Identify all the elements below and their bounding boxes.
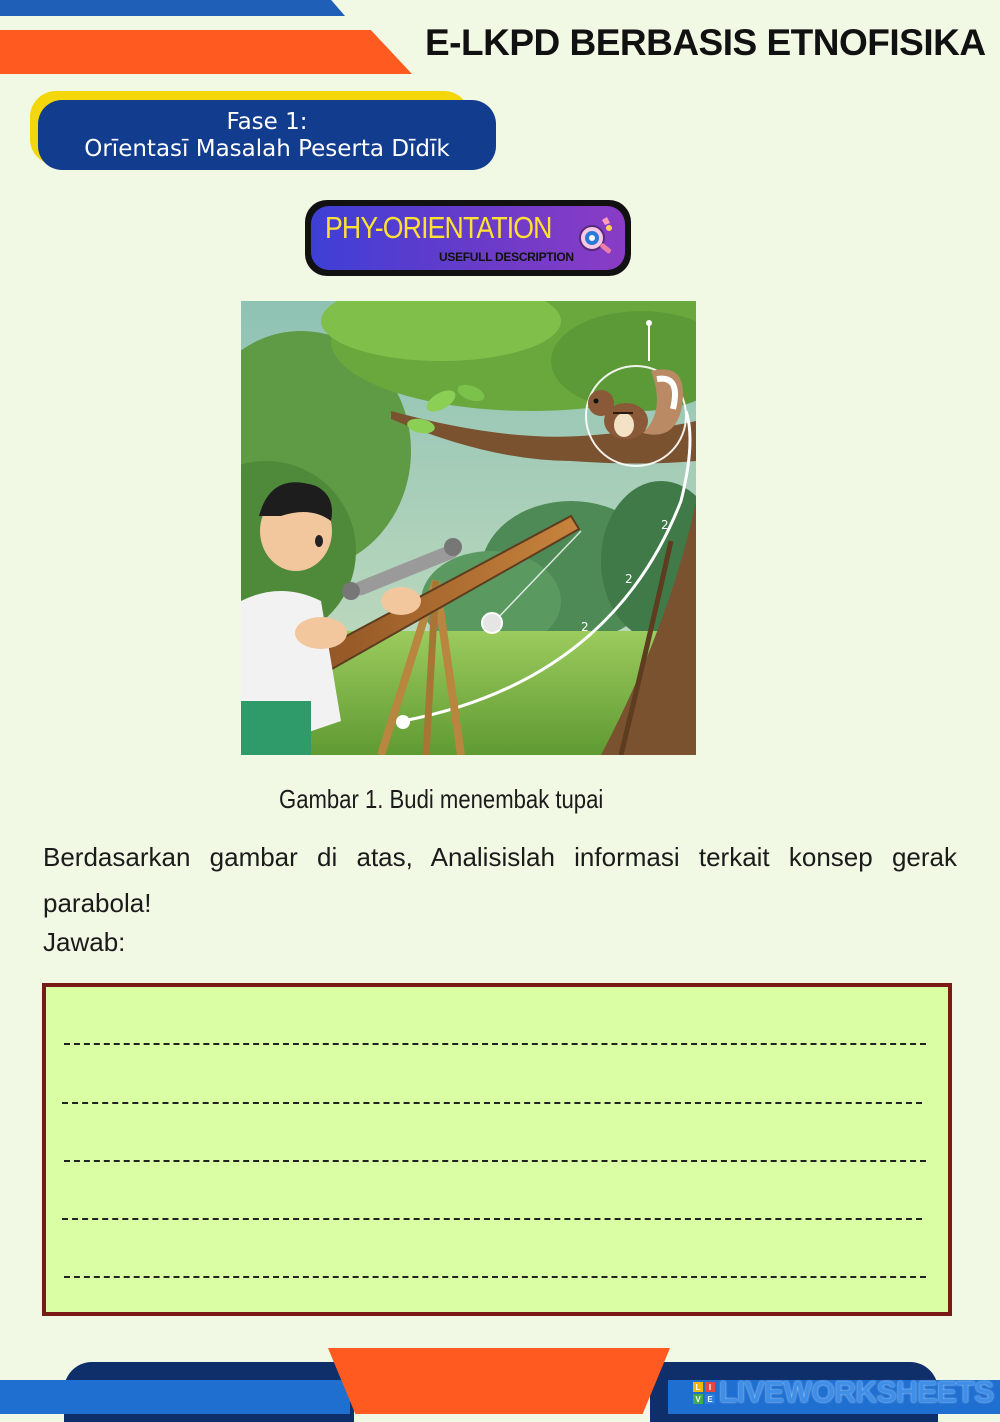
phy-orientation-badge [305,200,631,276]
footer-blue-left [0,1380,350,1414]
answer-label: Jawab: [43,927,126,957]
top-orange-stripe [0,30,412,74]
phase-number: Fase 1: [226,109,308,135]
answer-box[interactable] [42,983,952,1316]
phy-orientation-badge-inner [311,206,625,270]
answer-line-5[interactable] [64,1276,926,1278]
phy-orientation-subtitle: USEFULL DESCRIPTION [439,250,574,264]
answer-line-4[interactable] [62,1218,922,1220]
illustration-boy-shooting-squirrel [241,301,696,755]
top-blue-stripe [0,0,345,16]
answer-line-3[interactable] [64,1160,926,1162]
magnifier-gear-icon [576,216,616,260]
instruction-text: Berdasarkan gambar di atas, Analisislah informasi terkait konsep gerak parabola! [43,842,957,918]
liveworksheets-logo[interactable] [693,1376,994,1410]
liveworksheets-logo-icon: L I V E [693,1382,715,1404]
liveworksheets-brand-text: LIVEWORKSHEETS [719,1376,994,1409]
trajectory-label-3: 2 [581,620,589,634]
illustration-scene [241,301,696,755]
phase-title: Orīentasī Masalah Peserta Dīdīk [84,136,450,162]
phy-orientation-title: PHY-ORIENTATION [325,210,552,245]
figure-caption: Gambar 1. Budi menembak tupai [279,784,604,814]
footer-orange-trapezoid [328,1348,670,1414]
phase-badge [38,100,496,170]
trajectory-label-2: 2 [625,572,633,586]
trajectory-label-1: 2 [661,518,669,532]
document-title: E-LKPD BERBASIS ETNOFISIKA [425,22,986,63]
answer-line-2[interactable] [62,1102,922,1104]
answer-line-1[interactable] [64,1043,926,1045]
